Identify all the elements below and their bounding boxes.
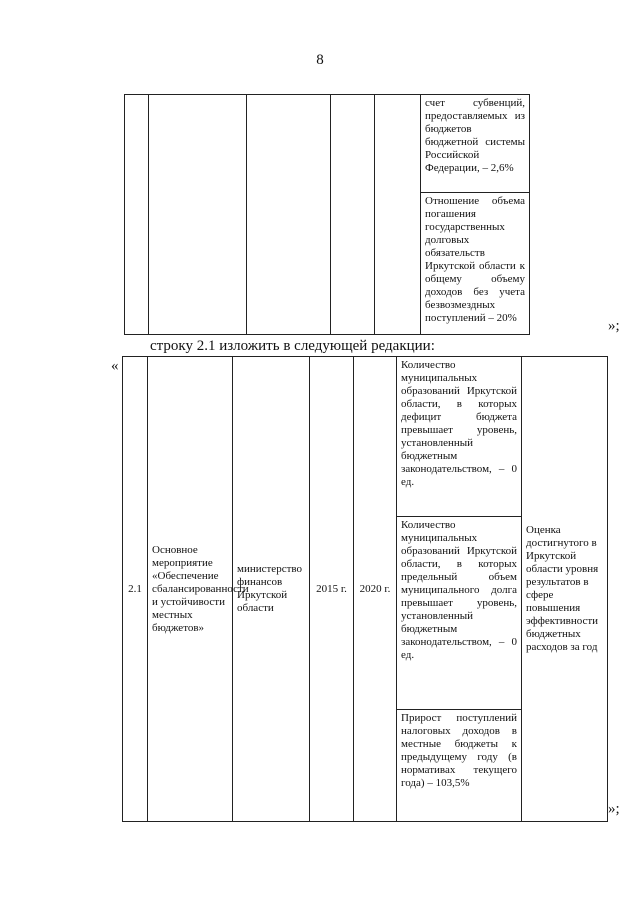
executor-cell — [233, 357, 310, 822]
indicator-cell-3 — [397, 710, 522, 822]
result-text: Оценка достигнутого в Иркутской области уровня результатов в сфере повышения эффективности бюджетных расходов за год — [526, 524, 599, 653]
indicator-cell-1 — [397, 357, 522, 517]
continuation-table — [124, 94, 530, 335]
row-number: 2.1 — [128, 582, 142, 595]
table1-cell-empty-1 — [125, 95, 149, 335]
result-cell — [522, 357, 608, 822]
table1-indicator-cell-2 — [421, 193, 530, 335]
indicator-text-1: Количество муниципальных образований Иркутской области, в которых дефицит бюджета превышает уровень, установленный бюджетным законодательством, – 0 ед. — [401, 359, 517, 488]
table1-cell-empty-5 — [375, 95, 421, 335]
measure-name: Основное мероприятие «Обеспечение сбалансированности и устойчивости местных бюджетов» — [152, 543, 249, 634]
table2-close-quote: »; — [608, 801, 620, 817]
open-quote: « — [111, 358, 119, 374]
indicator-text-3: Прирост поступлений налоговых доходов в местные бюджеты к предыдущему году (в нормативах текущего года) – 103,5% — [401, 712, 517, 789]
end-year: 2020 г. — [359, 582, 391, 595]
table1-close-quote: »; — [608, 318, 620, 334]
row-2-1-table — [122, 356, 608, 822]
table1-indicator-text-2: Отношение объема погашения государственных долговых обязательств Иркутской области к общему объему доходов без учета безвозмездных поступлений – 20% — [425, 195, 525, 324]
table1-cell-empty-2 — [149, 95, 247, 335]
instruction-text: строку 2.1 изложить в следующей редакции: — [150, 338, 435, 354]
row-number-cell — [123, 357, 148, 822]
start-year: 2015 г. — [316, 582, 347, 595]
indicator-cell-2 — [397, 517, 522, 710]
table1-cell-empty-4 — [331, 95, 375, 335]
table1-cell-empty-3 — [247, 95, 331, 335]
executor-name: министерство финансов Иркутской области — [237, 563, 303, 614]
indicator-text-2: Количество муниципальных образований Иркутской области, в которых предельный объем муниципального долга превышает уровень, установленный бюджетным законодательством, – 0 ед. — [401, 519, 517, 661]
end-year-cell — [354, 357, 397, 822]
measure-name-cell — [148, 357, 249, 822]
table1-indicator-text-1: счет субвенций, предоставляемых из бюджетов бюджетной системы Российской Федерации, – 2,6% — [425, 97, 525, 174]
start-year-cell — [310, 357, 354, 822]
page-number: 8 — [316, 52, 324, 68]
table1-indicator-cell-1 — [421, 95, 530, 193]
